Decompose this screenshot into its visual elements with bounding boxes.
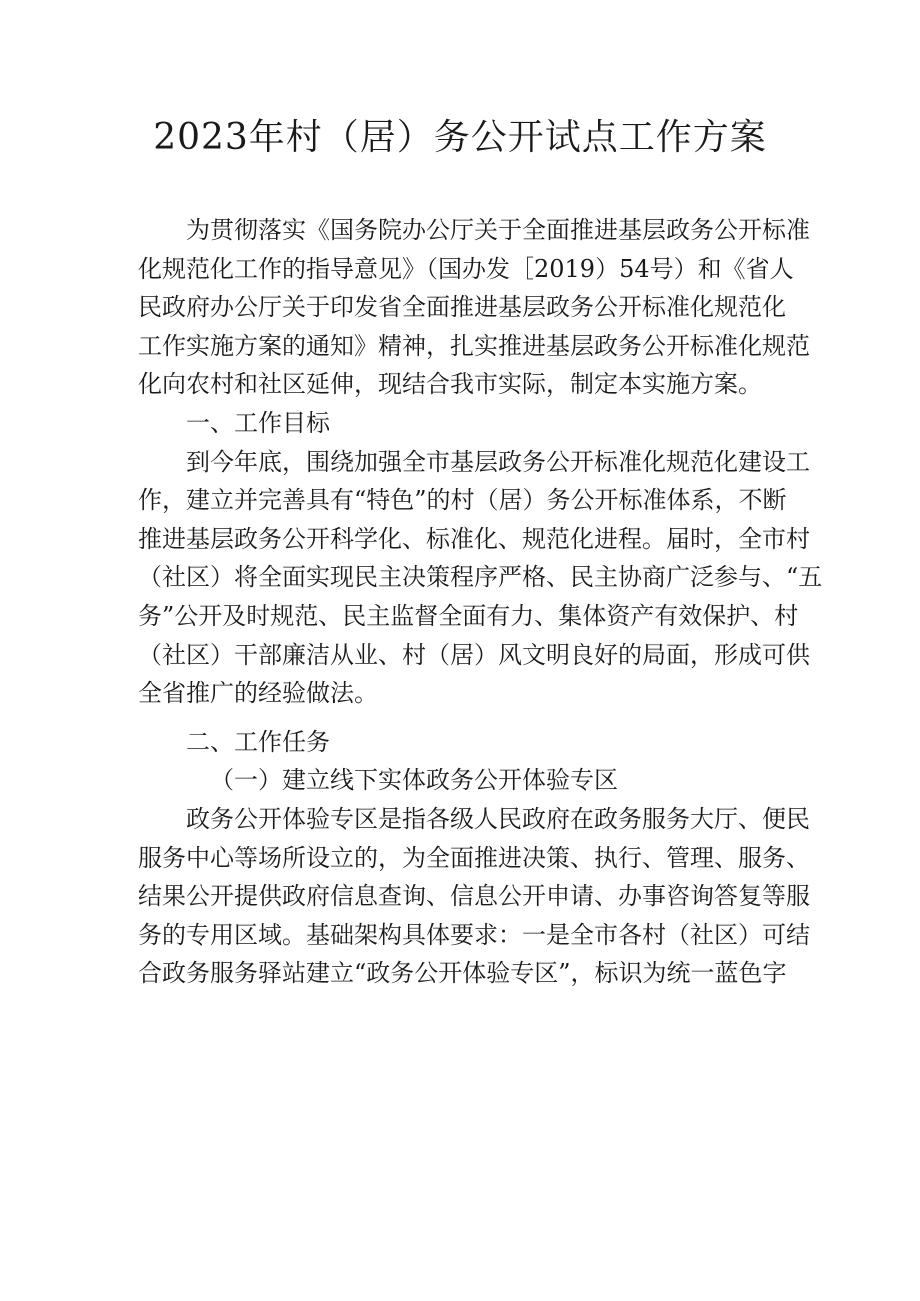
subsection1-line: 合政务服务驿站建立“政务公开体验专区”，标识为统一蓝色字 (138, 959, 787, 988)
section-heading-tasks: 二、工作任务 (186, 727, 330, 756)
intro-line: 化规范化工作的指导意见》（国办发［2019）54号）和《省人 (138, 254, 794, 283)
section-heading-goals: 一、工作目标 (186, 408, 330, 437)
subsection1-line: 结果公开提供政府信息查询、信息公开申请、办事咨询答复等服 (138, 882, 810, 911)
section1-line: （社区）干部廉洁从业、村（居）风文明良好的局面，形成可供 (138, 640, 810, 669)
section1-line: （社区）将全面实现民主决策程序严格、民主协商广泛参与、“五 (138, 563, 823, 592)
intro-line: 工作实施方案的通知》精神，扎实推进基层政务公开标准化规范 (138, 331, 810, 360)
section1-line: 务”公开及时规范、民主监督全面有力、集体资产有效保护、村 (138, 601, 799, 630)
intro-line: 为贯彻落实《国务院办公厅关于全面推进基层政务公开标准 (186, 216, 810, 244)
subsection-heading: （一）建立线下实体政务公开体验专区 (210, 766, 618, 795)
intro-line: 化向农村和社区延伸，现结合我市实际，制定本实施方案。 (138, 370, 762, 399)
subsection1-line: 政务公开体验专区是指各级人民政府在政务服务大厅、便民 (186, 804, 810, 833)
section1-line: 全省推广的经验做法。 (138, 679, 378, 708)
section1-line: 推进基层政务公开科学化、标准化、规范化进程。届时，全市村 (138, 524, 810, 553)
intro-line: 民政府办公厅关于印发省全面推进基层政务公开标准化规范化 (138, 293, 786, 322)
subsection1-line: 务的专用区域。基础架构具体要求：一是全市各村（社区）可结 (138, 920, 810, 949)
document-title: 2023年村（居）务公开试点工作方案 (153, 117, 767, 158)
subsection1-line: 服务中心等场所设立的，为全面推进决策、执行、管理、服务、 (138, 843, 810, 872)
document-body (138, 211, 823, 993)
section1-line: 到今年底，围绕加强全市基层政务公开标准化规范化建设工 (186, 447, 810, 476)
section1-line: 作，建立并完善具有“特色”的村（居）务公开标准体系，不断 (138, 486, 787, 515)
